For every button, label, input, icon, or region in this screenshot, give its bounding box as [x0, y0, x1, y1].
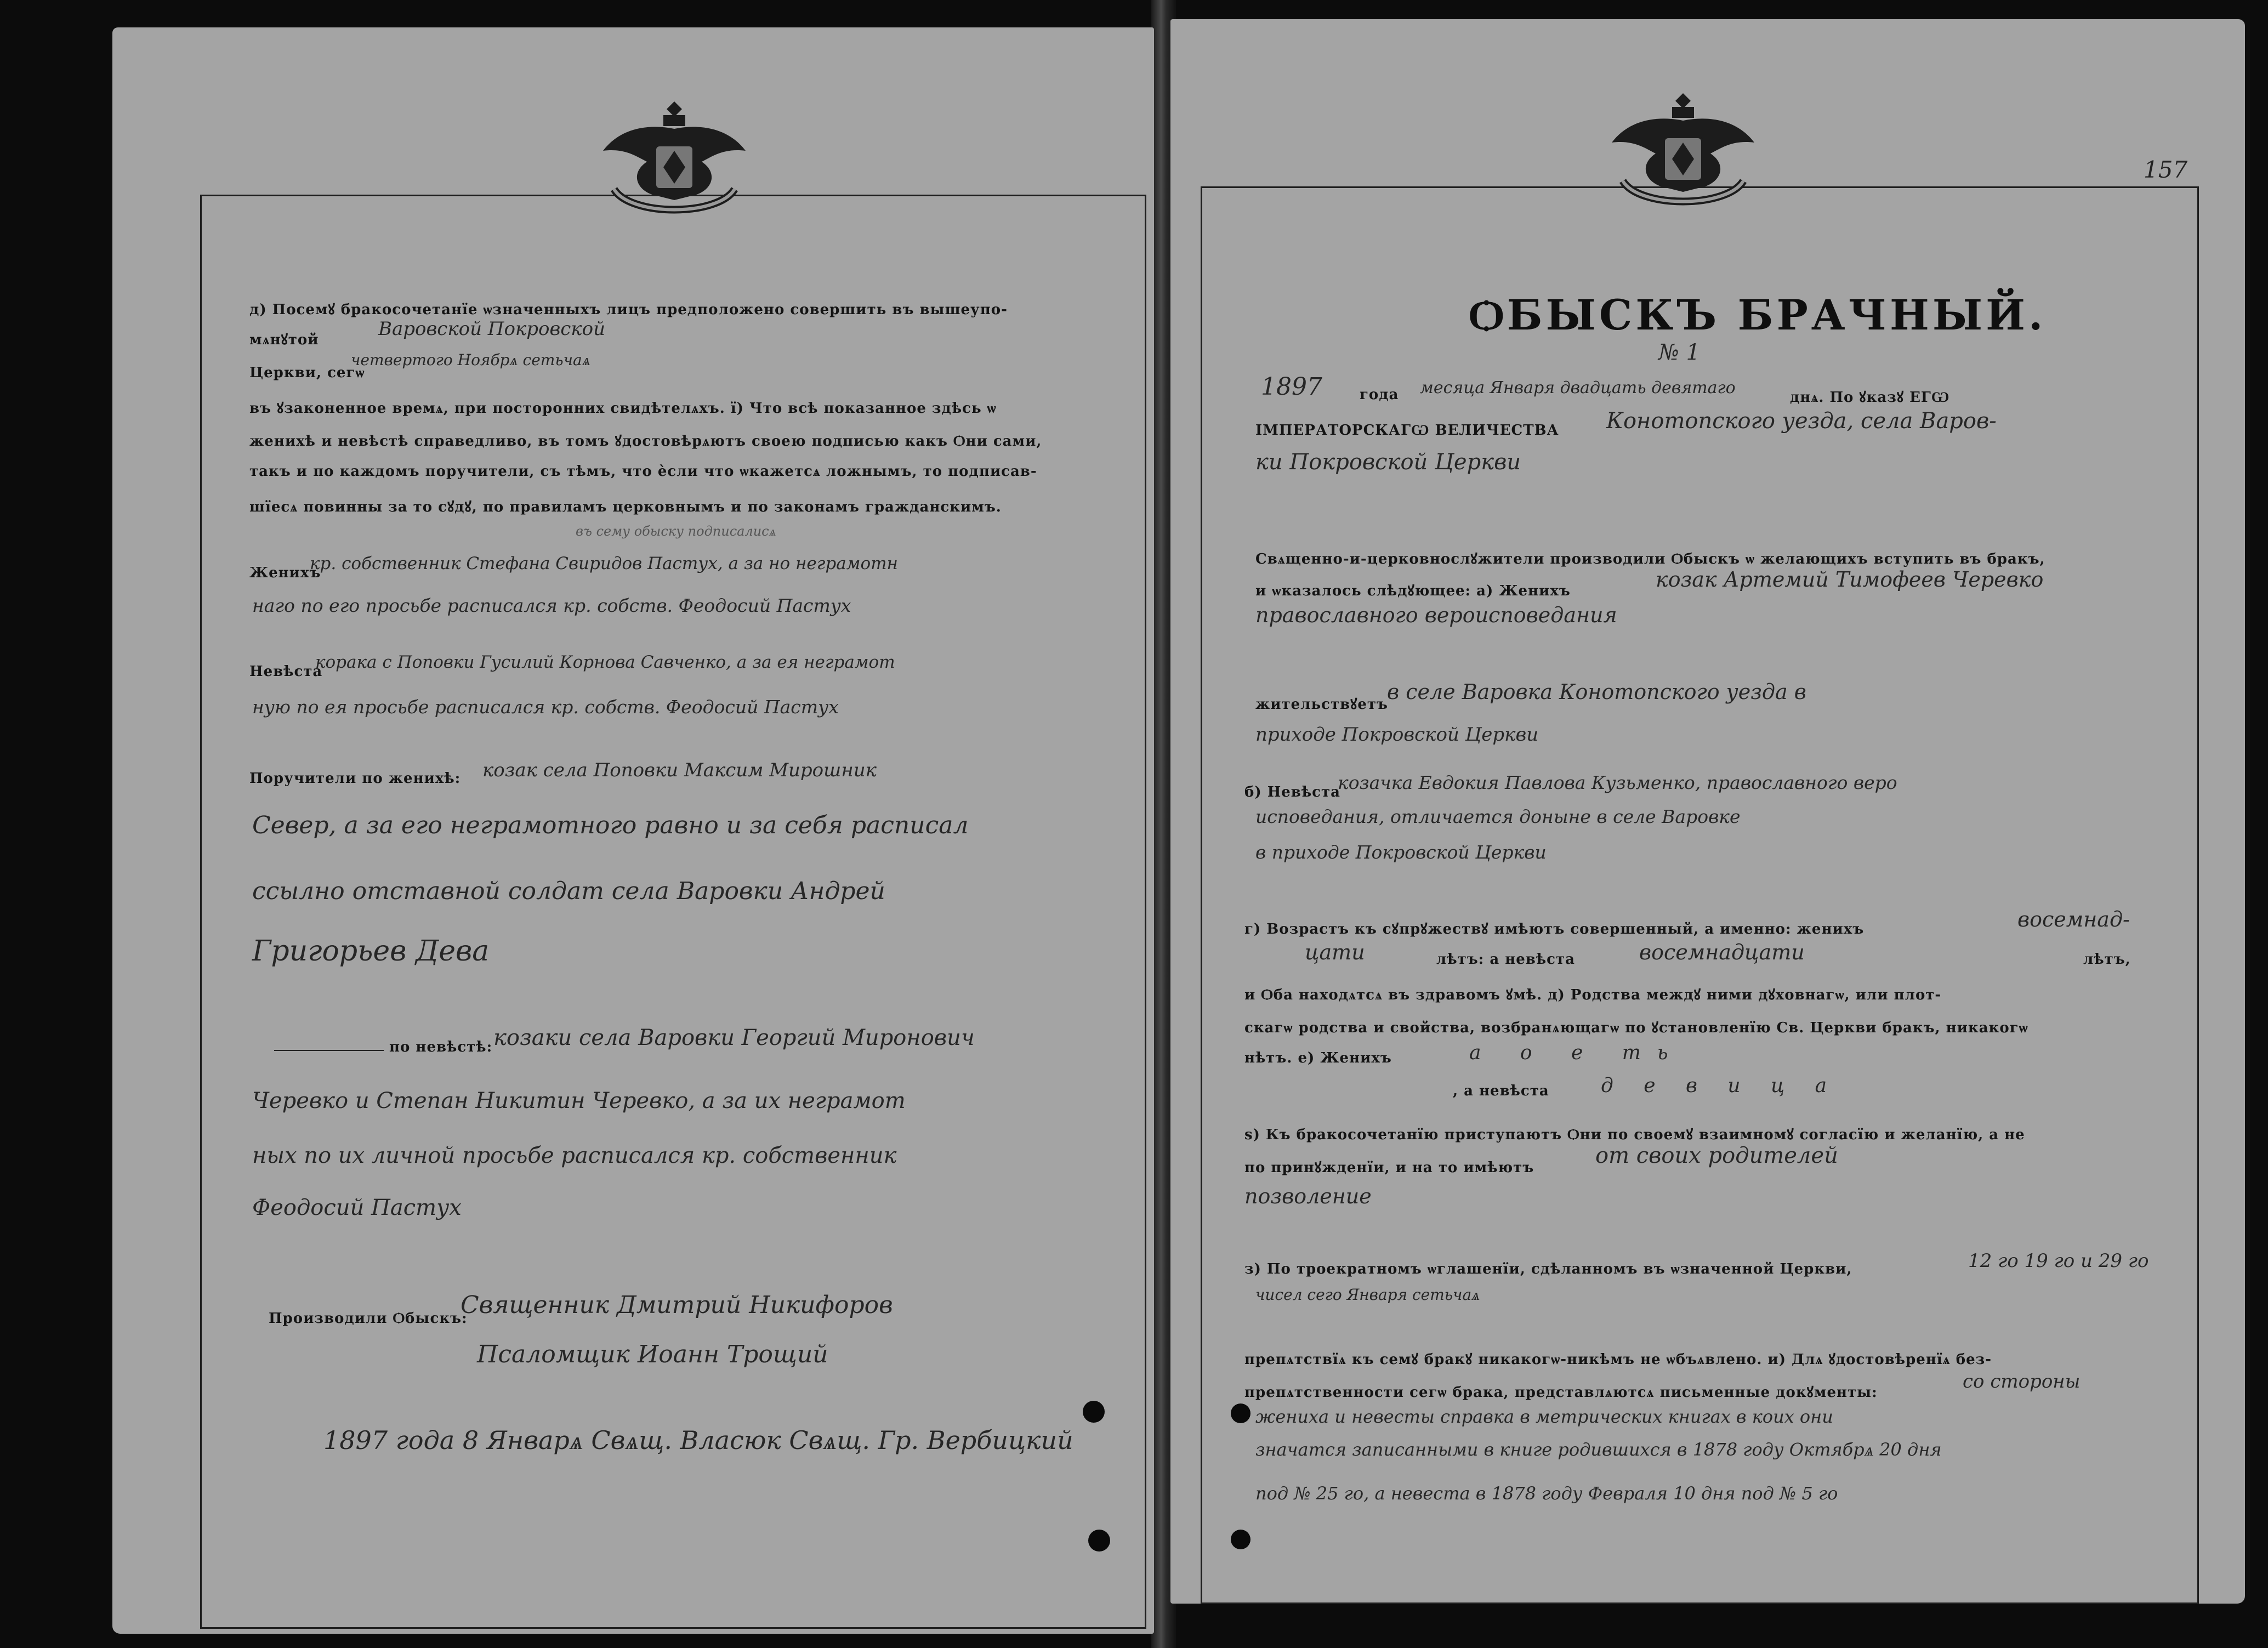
groom-faith-handwritten: православного вероисповедания — [1255, 603, 1617, 627]
kinship-line-3: нѣтъ. е) Женихъ — [1244, 1050, 1392, 1066]
groom-marital-status: а о е ть — [1469, 1042, 1685, 1064]
announcement-date-handwritten: четвертого Ноябрѧ сетьчаѧ — [351, 351, 590, 369]
sureties-groom-label: Поручители по женихѣ: — [249, 770, 461, 787]
banns-line: з) По троекратномъ ѡглашенїи, сдѣланномъ въ ѡзначенной Церкви, — [1244, 1261, 1852, 1277]
residence-label: жительствꙋетъ — [1255, 696, 1388, 713]
age-years-label-1: лѣтъ: а невѣста — [1436, 951, 1575, 968]
signed-note-handwritten: въ сему обыску подписалисѧ — [576, 524, 776, 539]
consent-line-2: по принꙋжденїи, и на то имѣютъ — [1244, 1160, 1534, 1176]
sureties-groom-line-1: козак села Поповки Максим Мирошник — [482, 759, 877, 781]
sureties-bride-line-2: Черевко и Степан Никитин Черевко, а за их неграмот — [252, 1088, 906, 1113]
impediment-line-1: препѧтствїѧ къ семꙋ бракꙋ никакогѡ-никѣмъ не ѡбъѧвлено. и) Длѧ ꙋдостовѣренїѧ без- — [1244, 1351, 1992, 1368]
intro-line-6: такъ и по каждомъ поручители, съ тѣмъ, что ѐсли что ѡкажетсѧ ложнымъ, то подписав- — [249, 463, 1037, 480]
clergy-line-2: и ѡказалось слѣдꙋющее: а) Женихъ — [1255, 583, 1571, 599]
document-title: ѺБЫСКЪ БРАЧНЫЙ. — [1469, 291, 2047, 339]
sureties-bride-rule — [274, 1050, 384, 1051]
sureties-groom-line-3: ссылно отставной солдат села Варовки Андрей — [252, 877, 885, 905]
header-date-handwritten: месяца Января двадцать девятаго — [1420, 378, 1736, 397]
residence-handwritten: в селе Варовка Конотопского уезда в — [1387, 680, 1806, 704]
residence-parish-handwritten: приходе Покровской Церкви — [1255, 724, 1539, 746]
age-line: г) Возрастъ къ сꙋпрꙋжествꙋ имѣютъ совершенный, а именно: женихъ — [1244, 921, 1865, 937]
binding-hole-left-bottom — [1088, 1530, 1110, 1552]
age-years-label-2: лѣтъ, — [2083, 951, 2131, 968]
bride-parish-handwritten: в приходе Покровской Церкви — [1255, 842, 1547, 863]
binding-hole-right-top — [1231, 1403, 1250, 1423]
consent-handwritten: от своих родителей — [1595, 1143, 1838, 1168]
documents-handwritten-2: жениха и невесты справка в метрических книгах в коих они — [1255, 1406, 1833, 1427]
impediment-line-2: препѧтственности сегѡ брака, представлѧютсѧ письменные докꙋменты: — [1244, 1384, 1878, 1401]
consent-handwritten-2: позволение — [1244, 1184, 1372, 1208]
bride-label-right: б) Невѣста — [1244, 784, 1340, 800]
conducted-by-line-1: Священник Дмитрий Никифоров — [461, 1291, 893, 1319]
intro-line-3: Церкви, сегѡ — [249, 365, 365, 381]
imperial-label: ІМПЕРАТОРСКАГѠ ВЕЛИЧЕСТВА — [1255, 422, 1559, 439]
header-year: 1897 — [1261, 373, 1322, 401]
intro-line-4: въ ꙋзаконенное времѧ, при посторонних свидѣтелѧхъ. ї) Что всѣ показанное здѣсь ѡ — [249, 400, 997, 417]
bride-signature-line-1: корака с Поповки Гусилий Корнова Савченко, а за ея неграмот — [315, 652, 895, 672]
groom-name-handwritten: козак Артемий Тимофеев Черевко — [1656, 567, 2044, 592]
conducted-by-line-2: Псаломщик Иоанн Трощий — [477, 1340, 828, 1368]
clergy-line-1: Свѧщенно-и-церковнослꙋжители производили Ѻбыскъ ѡ желающихъ вступить въ бракъ, — [1255, 551, 2045, 567]
header-year-suffix: года — [1360, 387, 1399, 403]
bride-label: Невѣста — [249, 663, 323, 680]
intro-line-7: шїесѧ повинны за то сꙋдꙋ, по правиламъ церковнымъ и по законамъ гражданскимъ. — [249, 499, 1002, 515]
bride-name-handwritten: козачка Евдокия Павлова Кузьменко, православного веро — [1338, 772, 1897, 793]
banns-dates-handwritten: 12 го 19 го и 29 го — [1968, 1250, 2149, 1272]
banns-month-handwritten: чисел сего Января сетьчаѧ — [1255, 1286, 1480, 1304]
documents-handwritten-4: под № 25 го, а невеста в 1878 году Февраля 10 дня под № 5 го — [1255, 1483, 1838, 1504]
age-groom-handwritten-2: цати — [1305, 940, 1365, 964]
sureties-bride-line-4: Феодосий Пастух — [252, 1195, 462, 1220]
imperial-district-handwritten: Конотопского уезда, села Варов- — [1606, 408, 1997, 434]
groom-signature-line-2: наго по его просьбе расписался кр. собств. Феодосий Пастух — [252, 595, 851, 616]
groom-signature-line-1: кр. собственник Стефана Свиридов Пастух, а за но неграмотн — [310, 554, 898, 573]
kinship-line-1: и Ѻба находѧтсѧ въ здравомъ ꙋмѣ. д) Родства междꙋ ними дꙋховнагѡ, или плот- — [1244, 987, 1942, 1003]
sureties-groom-line-2: Север, а за его неграмотного равно и за себя расписал — [252, 811, 969, 839]
intro-line-1: д) Посемꙋ бракосочетанїе ѡзначенныхъ лицъ предположено совершить въ вышеупо- — [249, 302, 1008, 318]
sureties-bride-line-3: ных по их личной просьбе расписался кр. собственник — [252, 1143, 897, 1168]
imperial-eagle-crest-right — [1590, 82, 1776, 230]
age-groom-handwritten: восемнад- — [2017, 907, 2130, 931]
imperial-eagle-crest-left — [581, 90, 768, 238]
conducted-by-label: Производили Ѻбыскъ: — [269, 1310, 468, 1327]
record-number: № 1 — [1658, 340, 1701, 365]
intro-line-5: женихѣ и невѣстѣ справедливо, въ томъ ꙋдостовѣрѧютъ своею подписью какъ Ѻни сами, — [249, 433, 1042, 450]
bride-signature-line-2: ную по ея просьбе расписался кр. собств. Феодосий Пастух — [252, 696, 839, 718]
sureties-bride-label: по невѣстѣ: — [389, 1039, 493, 1055]
header-decree-text: днѧ. По ꙋказꙋ ЕГѠ — [1790, 389, 1950, 406]
intro-line-2: мѧнꙋтой — [249, 332, 319, 348]
bride-status-label: , а невѣста — [1453, 1083, 1549, 1099]
page-number: 157 — [2144, 156, 2188, 183]
date-signature-line: 1897 года 8 Январѧ Свѧщ. Власюк Свѧщ. Гр. Вербицкий — [323, 1425, 1073, 1455]
church-name-handwritten: Варовской Покровской — [378, 318, 605, 340]
groom-label: Женихъ — [249, 565, 321, 581]
documents-handwritten-3: значатся записанными в книге родившихся в 1878 году Октябрѧ 20 дня — [1255, 1439, 1942, 1460]
imperial-church-handwritten: ки Покровской Церкви — [1255, 450, 1521, 475]
sureties-groom-line-4: Григорьев Дева — [252, 935, 490, 968]
kinship-line-2: скагѡ родства и свойства, возбранѧющагѡ по ꙋстановленїю Св. Церкви бракъ, никакогѡ — [1244, 1020, 2028, 1036]
bride-marital-status: д е в и ц а — [1601, 1075, 1839, 1097]
bride-faith-handwritten: исповедания, отличается доныне в селе Варовке — [1255, 806, 1741, 827]
documents-handwritten-1: со стороны — [1963, 1371, 2081, 1393]
consent-line-1: ѕ) Къ бракосочетанїю приступаютъ Ѻни по своемꙋ взаимномꙋ согласїю и желанїю, а не — [1244, 1127, 2025, 1143]
age-bride-handwritten: восемнадцати — [1639, 940, 1805, 964]
binding-hole-right-bottom — [1231, 1530, 1250, 1549]
sureties-bride-line-1: козаки села Варовки Георгий Миронович — [493, 1025, 975, 1050]
binding-hole-left-top — [1083, 1401, 1105, 1423]
